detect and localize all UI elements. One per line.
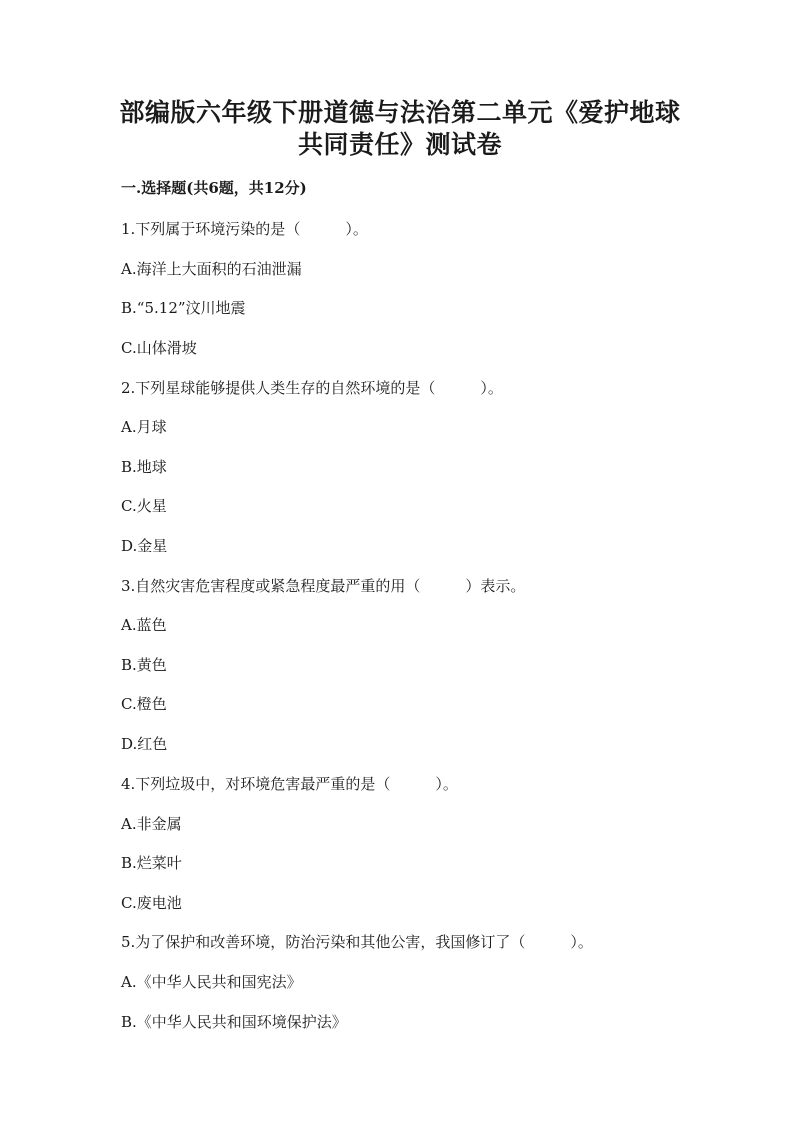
- document-title-line-2: 共同责任》测试卷: [297, 130, 502, 159]
- section-heading: 一.选择题(共6题，共12分): [121, 179, 307, 197]
- question-3-option-c: C.橙色: [121, 695, 167, 713]
- question-1-option-c: C.山体滑坡: [121, 339, 197, 357]
- document-title-line-1: 部编版六年级下册道德与法治第二单元《爱护地球: [119, 98, 681, 127]
- question-2-option-d: D.金星: [121, 537, 168, 555]
- question-5-option-b: B.《中华人民共和国环境保护法》: [121, 1013, 347, 1031]
- question-5-option-a: A.《中华人民共和国宪法》: [121, 973, 302, 991]
- question-2-stem: 2.下列星球能够提供人类生存的自然环境的是（ ）。: [121, 379, 503, 397]
- question-3-option-d: D.红色: [121, 735, 168, 753]
- question-3-stem: 3.自然灾害危害程度或紧急程度最严重的用（ ）表示。: [121, 577, 526, 595]
- question-1-stem: 1.下列属于环境污染的是（ ）。: [121, 220, 368, 238]
- question-1-option-b: B.“5.12”汶川地震: [121, 299, 246, 317]
- question-3-option-a: A.蓝色: [121, 616, 167, 634]
- question-1-option-a: A.海洋上大面积的石油泄漏: [121, 260, 302, 278]
- question-4-option-a: A.非金属: [121, 815, 182, 833]
- question-4-option-b: B.烂菜叶: [121, 854, 182, 872]
- question-2-option-a: A.月球: [121, 418, 167, 436]
- question-4-stem: 4.下列垃圾中，对环境危害最严重的是（ ）。: [121, 775, 458, 793]
- question-3-option-b: B.黄色: [121, 656, 167, 674]
- question-2-option-b: B.地球: [121, 458, 167, 476]
- question-4-option-c: C.废电池: [121, 894, 182, 912]
- question-2-option-c: C.火星: [121, 497, 167, 515]
- question-5-stem: 5.为了保护和改善环境，防治污染和其他公害，我国修订了（ ）。: [121, 933, 593, 951]
